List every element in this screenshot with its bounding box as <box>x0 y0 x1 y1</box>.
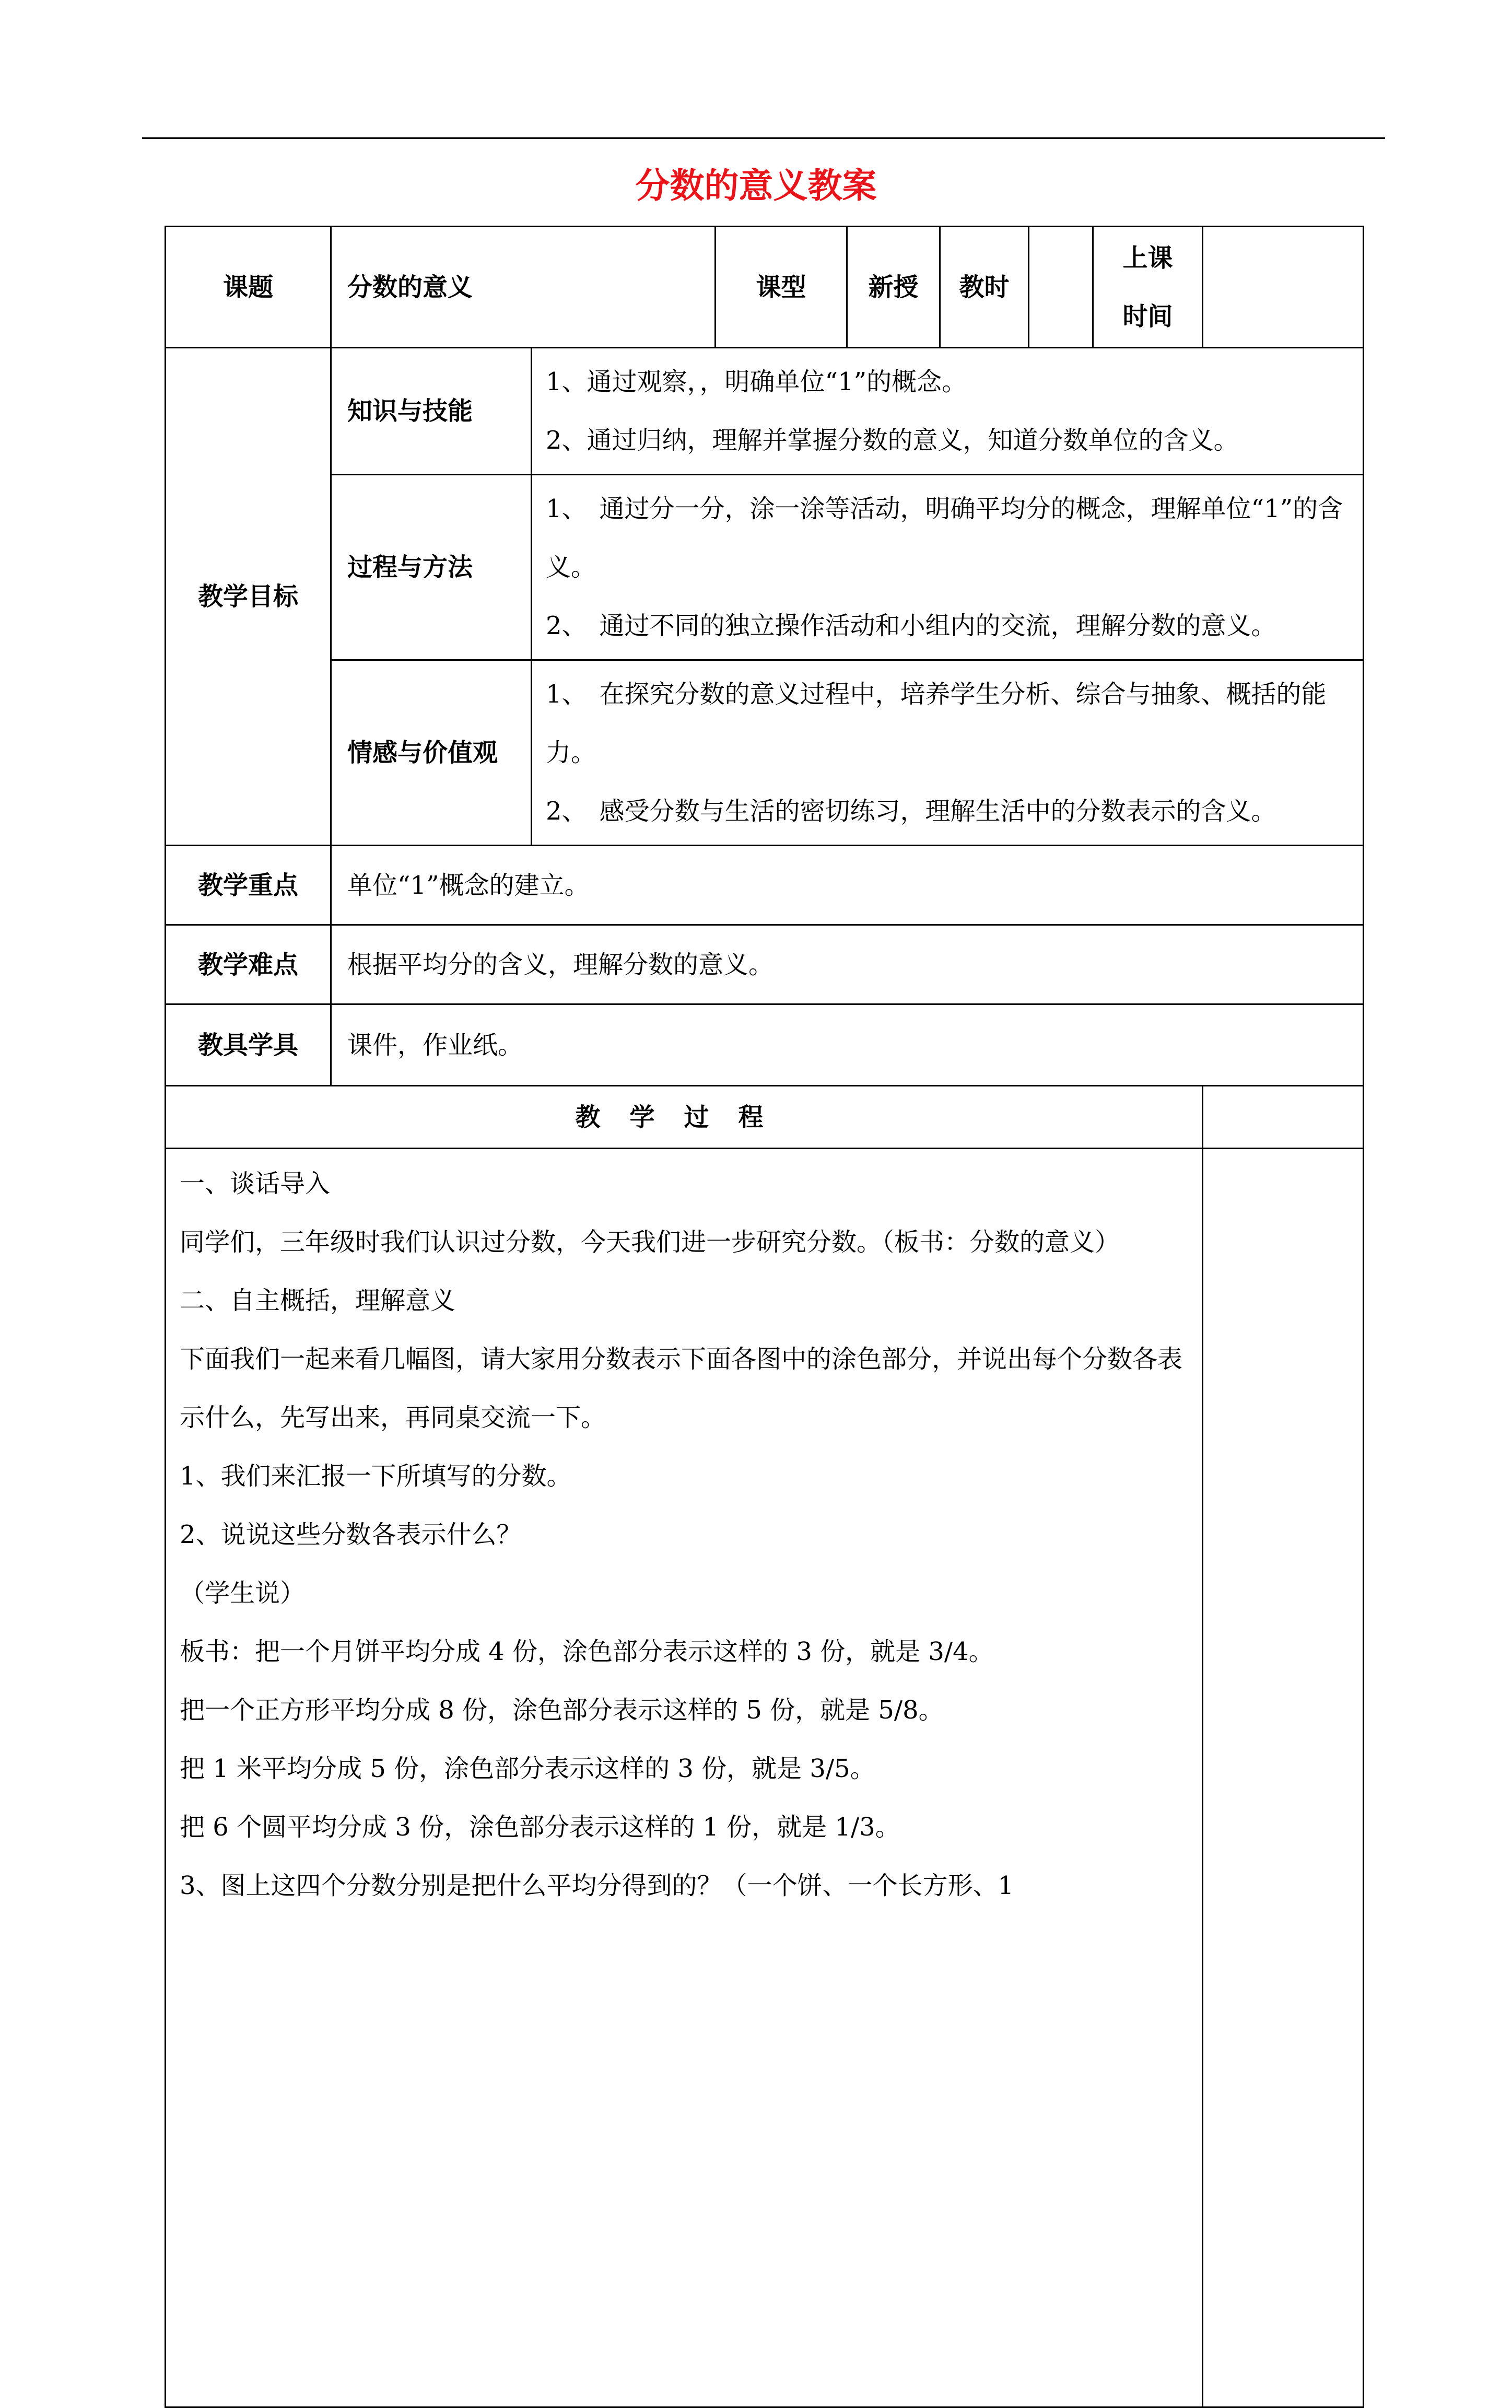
knowledge-content <box>532 348 1364 475</box>
process-line: 二、自主概括，理解意义 <box>180 1286 456 1315</box>
process-notes-header <box>1203 1086 1364 1149</box>
class-time-label-line2: 时间 <box>1122 301 1173 331</box>
type-value: 新授 <box>847 227 940 348</box>
process-header-row <box>166 1086 1364 1149</box>
emotion-label: 情感与价值观 <box>331 660 532 846</box>
knowledge-label: 知识与技能 <box>331 348 532 475</box>
topic-label: 课题 <box>166 227 331 348</box>
class-time-label <box>1093 227 1203 348</box>
process-method-line: 1、 通过分一分，涂一涂等活动，明确平均分的概念，理解单位“1”的含义。 <box>546 494 1343 582</box>
process-content <box>166 1149 1203 2407</box>
topic-value: 分数的意义 <box>331 227 716 348</box>
key-point-row <box>166 846 1364 925</box>
knowledge-line: 2、通过归纳，理解并掌握分数的意义，知道分数单位的含义。 <box>546 426 1239 455</box>
tools-value: 课件，作业纸。 <box>331 1004 1364 1086</box>
tools-label: 教具学具 <box>166 1004 331 1086</box>
process-line: （学生说） <box>180 1579 306 1608</box>
objective-process-row <box>166 475 1364 660</box>
lesson-plan-table <box>165 226 1364 2408</box>
emotion-line: 1、 在探究分数的意义过程中，培养学生分析、综合与抽象、概括的能力。 <box>546 680 1327 767</box>
difficulty-row <box>166 925 1364 1004</box>
process-line: 一、谈话导入 <box>180 1169 331 1198</box>
process-line: 把 1 米平均分成 5 份，涂色部分表示这样的 3 份，就是 3/5。 <box>180 1754 875 1783</box>
process-line: 把一个正方形平均分成 8 份，涂色部分表示这样的 5 份，就是 5/8。 <box>180 1696 944 1725</box>
process-notes-column <box>1203 1149 1364 2407</box>
hours-value <box>1029 227 1093 348</box>
process-line: 板书：把一个月饼平均分成 4 份，涂色部分表示这样的 3 份，就是 3/4。 <box>180 1637 994 1666</box>
emotion-content <box>532 660 1364 846</box>
objective-knowledge-row <box>166 348 1364 475</box>
process-method-content <box>532 475 1364 660</box>
key-point-value: 单位“1”概念的建立。 <box>331 846 1364 925</box>
type-label: 课型 <box>716 227 847 348</box>
objective-emotion-row <box>166 660 1364 846</box>
process-line: 下面我们一起来看几幅图，请大家用分数表示下面各图中的涂色部分，并说出每个分数各表示什么，先写出来，再同桌交流一下。 <box>180 1345 1183 1432</box>
key-point-label: 教学重点 <box>166 846 331 925</box>
process-header: 教学过程 <box>166 1086 1203 1149</box>
header-row <box>166 227 1364 348</box>
process-line: 把 6 个圆平均分成 3 份，涂色部分表示这样的 1 份，就是 1/3。 <box>180 1813 900 1842</box>
process-line: 同学们，三年级时我们认识过分数，今天我们进一步研究分数。（板书：分数的意义） <box>180 1228 1120 1257</box>
class-time-value <box>1203 227 1364 348</box>
process-method-label: 过程与方法 <box>331 475 532 660</box>
class-time-label-line1: 上课 <box>1122 243 1173 273</box>
emotion-line: 2、 感受分数与生活的密切练习，理解生活中的分数表示的含义。 <box>546 797 1276 826</box>
difficulty-value: 根据平均分的含义，理解分数的意义。 <box>331 925 1364 1004</box>
hours-label: 教时 <box>940 227 1029 348</box>
tools-row <box>166 1004 1364 1086</box>
header-rule <box>142 137 1385 139</box>
process-line: 1、我们来汇报一下所填写的分数。 <box>180 1462 572 1491</box>
document-title: 分数的意义教案 <box>635 165 877 206</box>
process-line: 2、说说这些分数各表示什么？ <box>180 1520 522 1549</box>
knowledge-line: 1、通过观察，，明确单位“1”的概念。 <box>546 367 967 396</box>
objectives-label: 教学目标 <box>166 348 331 846</box>
process-body-row <box>166 1149 1364 2407</box>
difficulty-label: 教学难点 <box>166 925 331 1004</box>
process-line: 3、图上这四个分数分别是把什么平均分得到的？（一个饼、一个长方形、1 <box>180 1871 1014 1900</box>
process-method-line: 2、 通过不同的独立操作活动和小组内的交流，理解分数的意义。 <box>546 611 1276 640</box>
